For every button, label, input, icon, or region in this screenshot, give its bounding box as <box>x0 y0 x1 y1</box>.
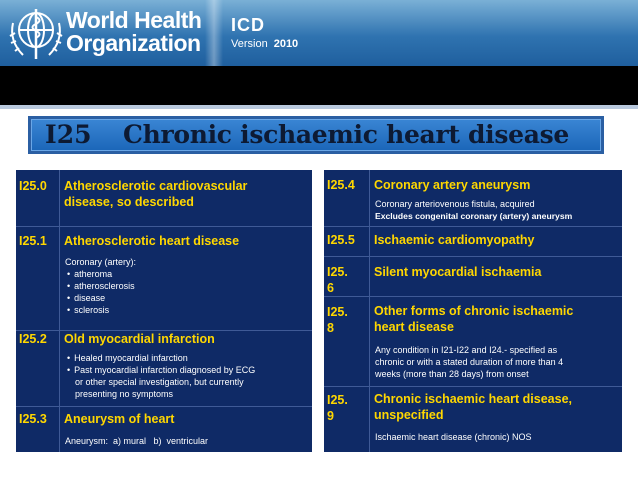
code-cell: I25.2 <box>19 332 47 346</box>
row-divider <box>16 226 312 227</box>
note-line: chronic or with a stated duration of more than 4 <box>375 357 564 367</box>
code-cell <box>327 392 348 424</box>
divider-rule <box>0 105 638 109</box>
note-list <box>65 352 309 376</box>
black-bar <box>0 66 638 105</box>
note-continuation: presenting no symptoms <box>75 389 174 399</box>
code-line: 8 <box>327 321 334 335</box>
inclusion-note <box>375 344 619 380</box>
note-item: • disease <box>65 292 305 304</box>
column-divider <box>59 170 60 452</box>
code-line: I25. <box>327 393 348 407</box>
disease-name <box>374 303 573 335</box>
name-line: Chronic ischaemic heart disease, <box>374 392 573 406</box>
note-item: • atheroma <box>65 268 305 280</box>
version-text: Version <box>231 38 268 50</box>
inclusion-note <box>65 256 305 316</box>
disease-name: Ischaemic cardiomyopathy <box>374 233 535 247</box>
who-emblem-icon <box>5 3 67 63</box>
inclusion-note: Ischaemic heart disease (chronic) NOS <box>375 432 532 442</box>
note-heading: Coronary (artery): <box>65 257 137 267</box>
code-line: I25. <box>327 265 348 279</box>
code-cell: I25.5 <box>327 233 355 247</box>
code-cell: I25.3 <box>19 412 47 426</box>
inclusion-note <box>65 352 309 400</box>
version-label <box>231 38 298 50</box>
right-table <box>324 170 622 452</box>
code-line: 6 <box>327 281 334 295</box>
org-name-line1: World Health <box>66 7 202 33</box>
code-cell: I25.1 <box>19 234 47 248</box>
disease-name: Old myocardial infarction <box>64 332 215 346</box>
code-line: I25. <box>327 305 348 319</box>
disease-name: Silent myocardial ischaemia <box>374 265 542 279</box>
note-continuation: or other special investigation, but currently <box>75 377 244 387</box>
disease-name <box>64 178 247 210</box>
row-divider <box>324 386 622 387</box>
code-cell: I25.4 <box>327 178 355 192</box>
who-banner <box>0 0 638 66</box>
org-name-line2: Organization <box>66 30 201 56</box>
slide-title <box>28 116 604 154</box>
note-line: Any condition in I21-I22 and I24.- specified as <box>375 345 558 355</box>
row-divider <box>324 296 622 297</box>
inclusion-note: Coronary arteriovenous fistula, acquired <box>375 199 535 209</box>
disease-name: Aneurysm of heart <box>64 412 175 426</box>
note-item: • Past myocardial infarction diagnosed by ECG <box>65 364 309 376</box>
row-divider <box>324 226 622 227</box>
name-line: disease, so described <box>64 195 194 209</box>
name-line: heart disease <box>374 320 454 334</box>
disease-name: Coronary artery aneurysm <box>374 178 531 192</box>
note-item: • Healed myocardial infarction <box>65 352 309 364</box>
excludes-note: Excludes congenital coronary (artery) aneurysm <box>375 211 573 221</box>
name-line: Other forms of chronic ischaemic <box>374 304 574 318</box>
name-line: Atherosclerotic cardiovascular <box>64 179 248 193</box>
code-line: 9 <box>327 409 334 423</box>
banner-stripe <box>205 0 223 66</box>
code-cell <box>327 264 348 296</box>
icd-label: ICD <box>231 15 265 35</box>
note-item: • sclerosis <box>65 304 305 316</box>
version-year: 2010 <box>273 38 299 50</box>
note-list <box>65 268 305 316</box>
code-cell: I25.0 <box>19 179 47 193</box>
column-divider <box>369 170 370 452</box>
title-text: Chronic ischaemic heart disease <box>123 120 570 149</box>
title-code: I25 <box>45 120 92 149</box>
note-line: weeks (more than 28 days) from onset <box>375 369 529 379</box>
note-item: • atherosclerosis <box>65 280 305 292</box>
disease-name <box>374 391 572 423</box>
row-divider <box>324 256 622 257</box>
disease-name: Atherosclerotic heart disease <box>64 234 240 248</box>
code-cell <box>327 304 348 336</box>
inclusion-note: Aneurysm: a) mural b) ventricular <box>65 436 209 446</box>
row-divider <box>16 406 312 407</box>
name-line: unspecified <box>374 408 444 422</box>
left-table <box>16 170 312 452</box>
